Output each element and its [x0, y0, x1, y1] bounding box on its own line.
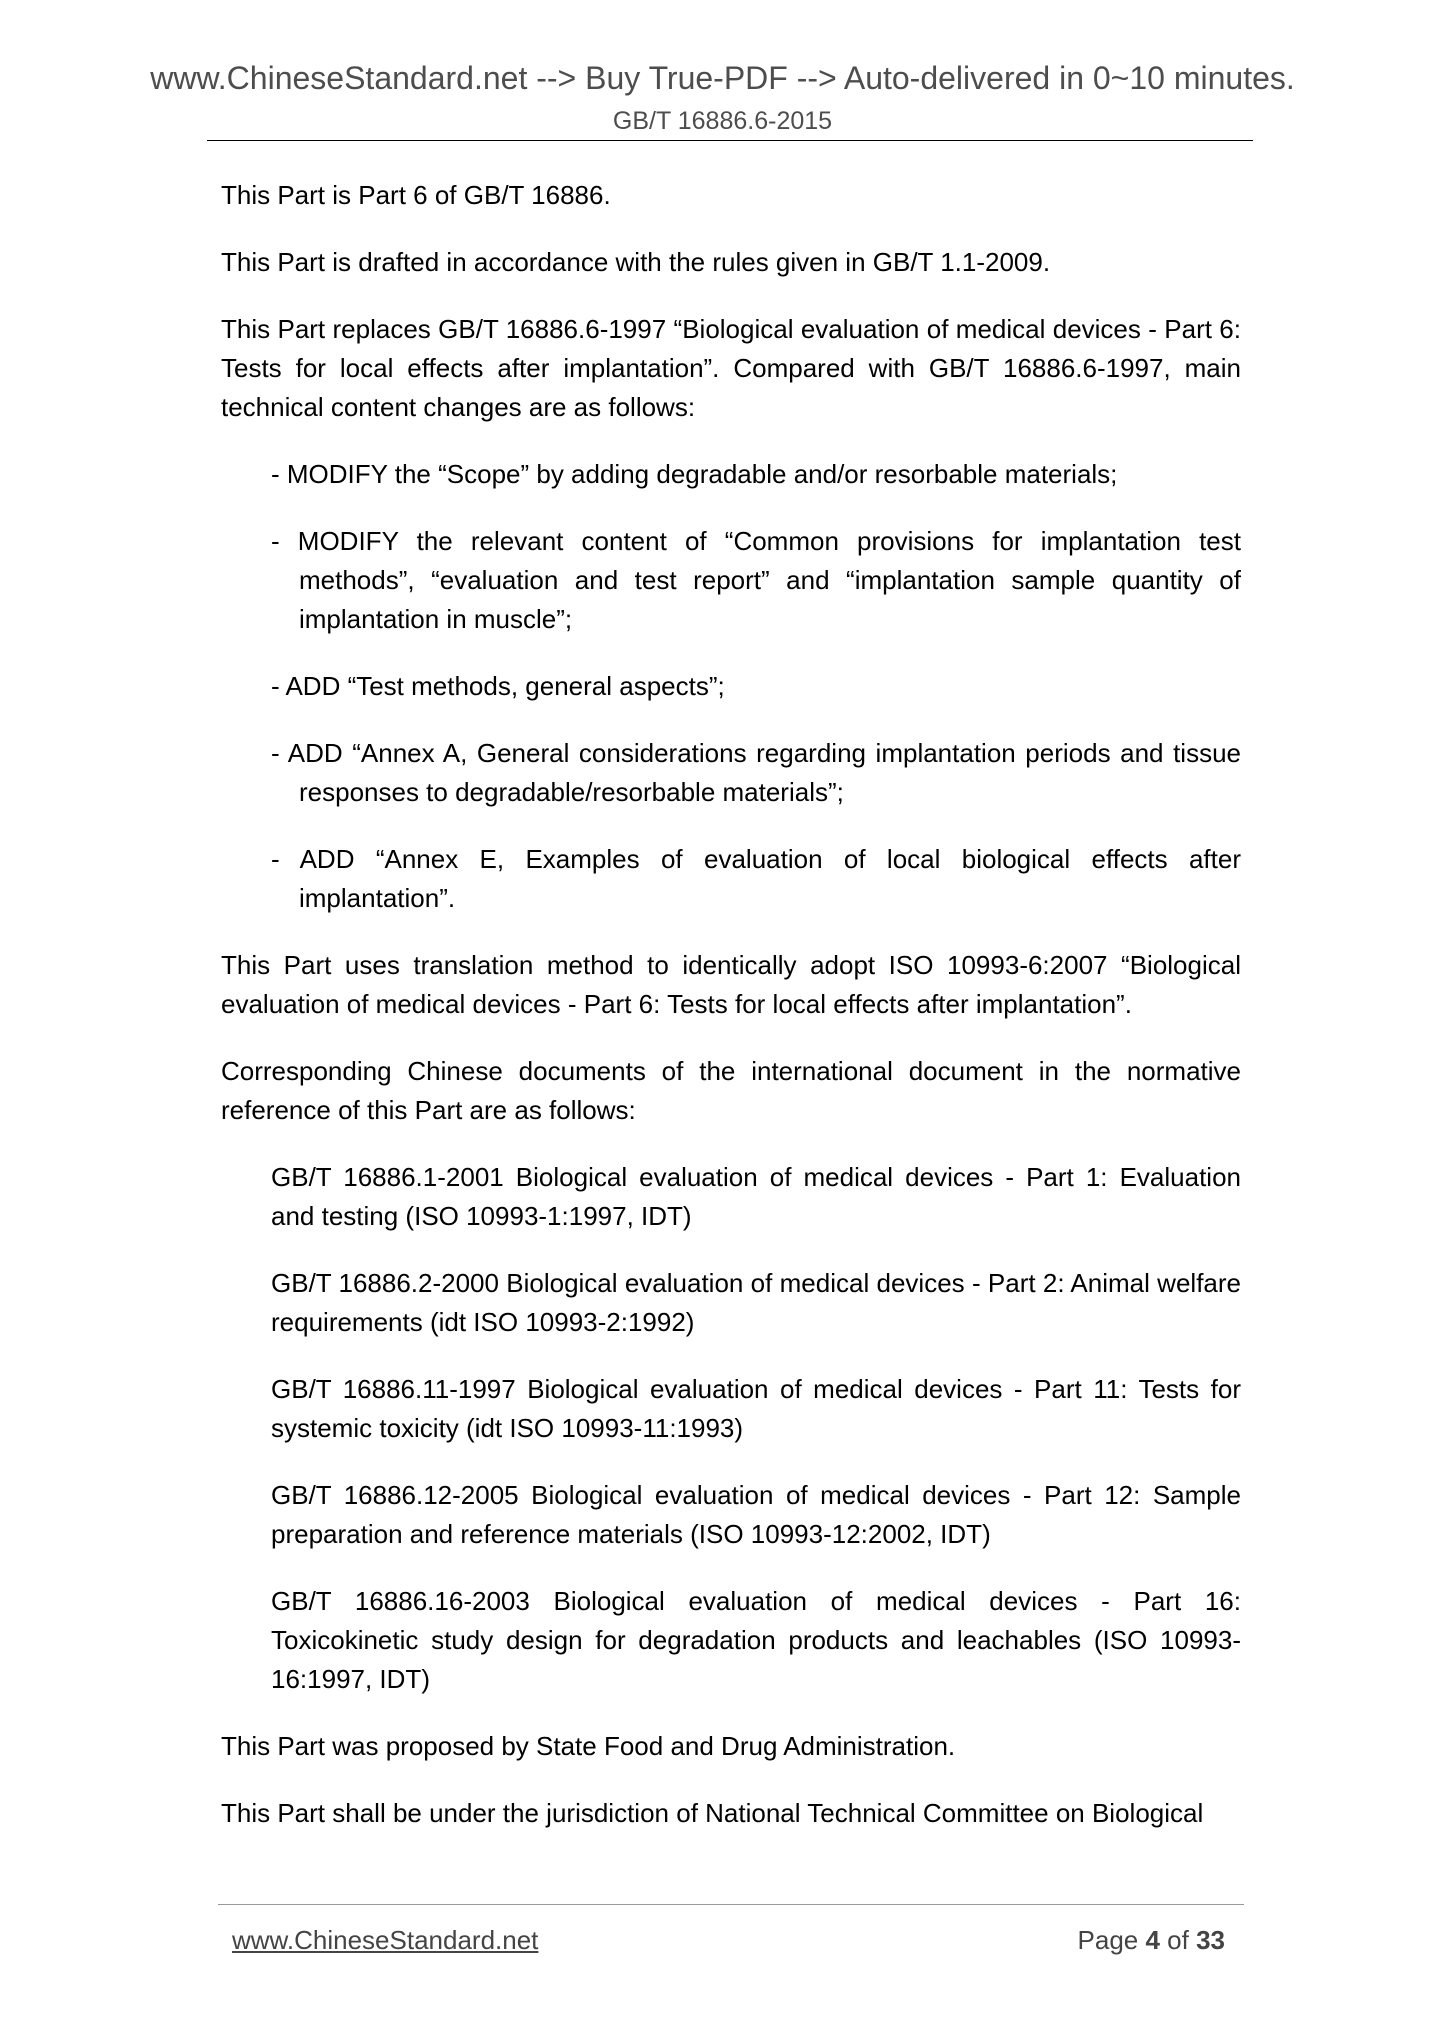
reference-item: GB/T 16886.16-2003 Biological evaluation of medical devices - Part 16: Toxicokinetic study design for degradation products and leachables (ISO 10993-16:1997, IDT)	[271, 1586, 1241, 1694]
change-item: - ADD “Annex E, Examples of evaluation of local biological effects after implantation”.	[271, 844, 1241, 913]
reference-item: GB/T 16886.11-1997 Biological evaluation of medical devices - Part 11: Tests for systemic toxicity (idt ISO 10993-11:1993)	[271, 1374, 1241, 1443]
paragraph-drafting-rules: This Part is drafted in accordance with the rules given in GB/T 1.1-2009.	[221, 247, 1051, 277]
reference-item: GB/T 16886.12-2005 Biological evaluation of medical devices - Part 12: Sample preparation and reference materials (ISO 10993-12:2002, IDT)	[271, 1480, 1241, 1549]
paragraph-proposed-by: This Part was proposed by State Food and Drug Administration.	[221, 1731, 956, 1761]
page-current-number: 4	[1145, 1925, 1160, 1955]
page-prefix: Page	[1077, 1925, 1146, 1955]
change-item: - MODIFY the relevant content of “Common provisions for implantation test methods”, “evaluation and test report” and “implantation sample quantity of implantation in muscle”;	[271, 526, 1241, 634]
header-divider	[207, 140, 1253, 141]
change-item: - ADD “Test methods, general aspects”;	[271, 671, 725, 701]
page-separator: of	[1159, 1925, 1197, 1955]
document-body	[221, 176, 1241, 1861]
paragraph-jurisdiction: This Part shall be under the jurisdiction of National Technical Committee on Biological	[221, 1798, 1204, 1828]
page-indicator	[1078, 1924, 1225, 1956]
footer-site-link[interactable]: www.ChineseStandard.net	[232, 1925, 539, 1955]
document-code: GB/T 16886.6-2015	[612, 107, 833, 135]
reference-item: GB/T 16886.2-2000 Biological evaluation of medical devices - Part 2: Animal welfare requirements (idt ISO 10993-2:1992)	[271, 1268, 1241, 1337]
footer-divider	[218, 1904, 1244, 1905]
change-item: - MODIFY the “Scope” by adding degradable and/or resorbable materials;	[271, 459, 1118, 489]
paragraph-corresponding-documents: Corresponding Chinese documents of the international document in the normative reference of this Part are as follows:	[221, 1056, 1241, 1125]
paragraph-replacement: This Part replaces GB/T 16886.6-1997 “Biological evaluation of medical devices - Part 6: Tests for local effects after implantation”. Compared with GB/T 16886.6-1997, main technical content changes are as follows:	[221, 314, 1241, 422]
paragraph-adoption: This Part uses translation method to identically adopt ISO 10993-6:2007 “Biological evaluation of medical devices - Part 6: Tests for local effects after implantation”.	[221, 950, 1241, 1019]
site-banner: www.ChineseStandard.net --> Buy True-PDF --> Auto-delivered in 0~10 minutes.	[150, 60, 1295, 96]
reference-item: GB/T 16886.1-2001 Biological evaluation of medical devices - Part 1: Evaluation and testing (ISO 10993-1:1997, IDT)	[271, 1162, 1241, 1231]
page-total-number: 33	[1196, 1925, 1225, 1955]
paragraph-part-info: This Part is Part 6 of GB/T 16886.	[221, 180, 611, 210]
change-item: - ADD “Annex A, General considerations regarding implantation periods and tissue responses to degradable/resorbable materials”;	[271, 738, 1241, 807]
